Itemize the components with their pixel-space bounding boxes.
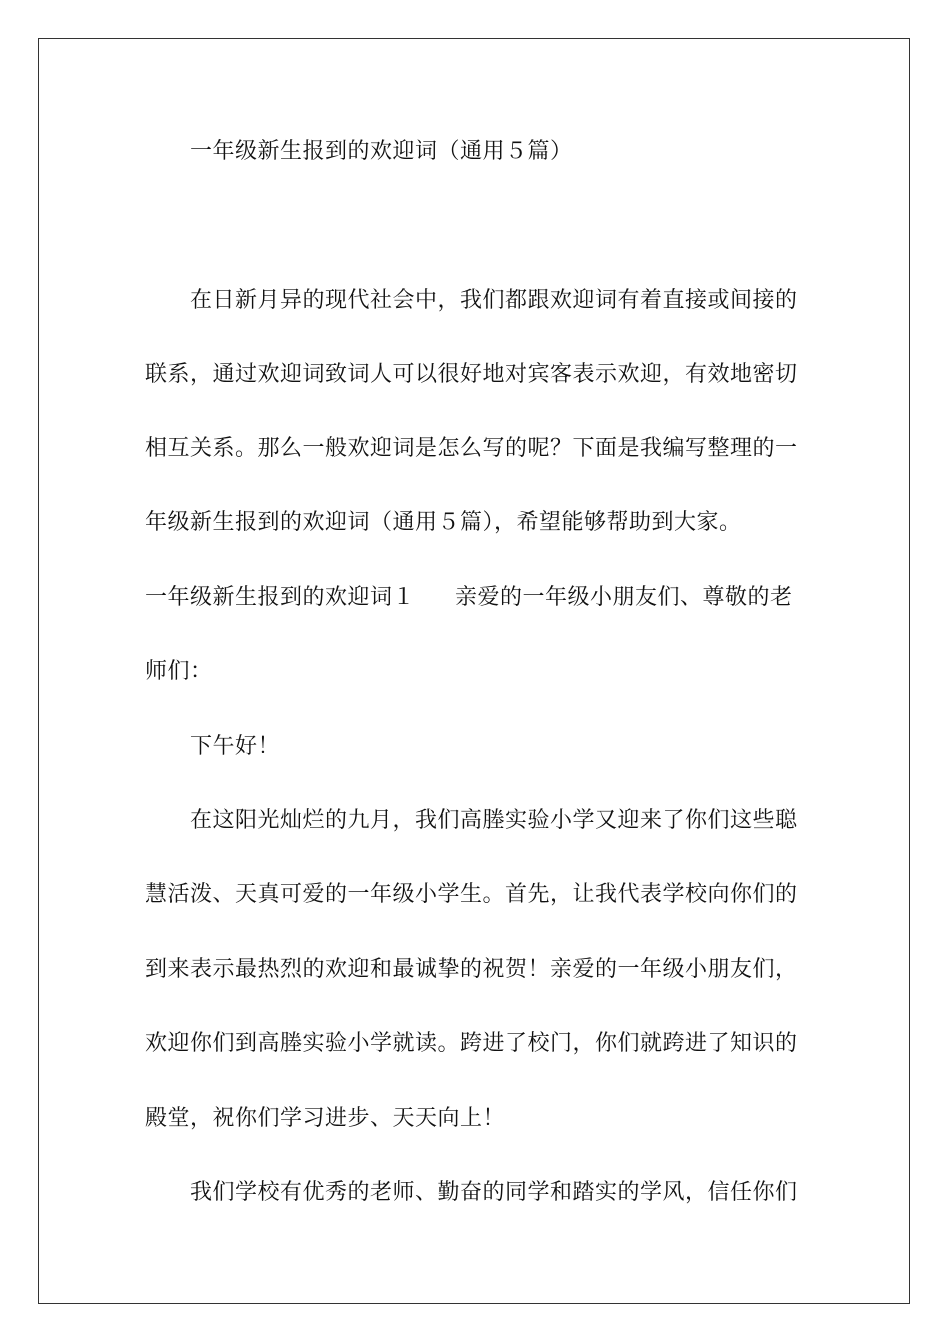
section-heading-line [145, 584, 793, 612]
document-title: 一年级新生报到的欢迎词（通用５篇） [190, 139, 573, 164]
paragraph2-line-1: 我们学校有优秀的老师、勤奋的同学和踏实的学风，信任你们 [190, 1180, 798, 1205]
paragraph1-line-2: 慧活泼、天真可爱的一年级小学生。首先，让我代表学校向你们的 [145, 882, 798, 907]
greeting: 下午好！ [190, 734, 281, 759]
intro-line-4: 年级新生报到的欢迎词（通用５篇），希望能够帮助到大家。 [145, 510, 742, 535]
salutation-second: 师们： [145, 659, 213, 684]
section-heading: 一年级新生报到的欢迎词１ [145, 585, 416, 610]
salutation-first: 亲爱的一年级小朋友们、尊敬的老 [455, 585, 793, 610]
paragraph1-line-4: 欢迎你们到高塍实验小学就读。跨进了校门，你们就跨进了知识的 [145, 1031, 798, 1056]
paragraph1-line-5: 殿堂，祝你们学习进步、天天向上！ [145, 1106, 506, 1131]
paragraph1-line-3: 到来表示最热烈的欢迎和最诚挚的祝贺！亲爱的一年级小朋友们， [145, 957, 798, 982]
intro-line-3: 相互关系。那么一般欢迎词是怎么写的呢？下面是我编写整理的一 [145, 436, 798, 461]
paragraph1-line-1: 在这阳光灿烂的九月，我们高塍实验小学又迎来了你们这些聪 [190, 808, 798, 833]
intro-line-2: 联系，通过欢迎词致词人可以很好地对宾客表示欢迎，有效地密切 [145, 362, 798, 387]
intro-line-1: 在日新月异的现代社会中，我们都跟欢迎词有着直接或间接的 [190, 288, 798, 313]
